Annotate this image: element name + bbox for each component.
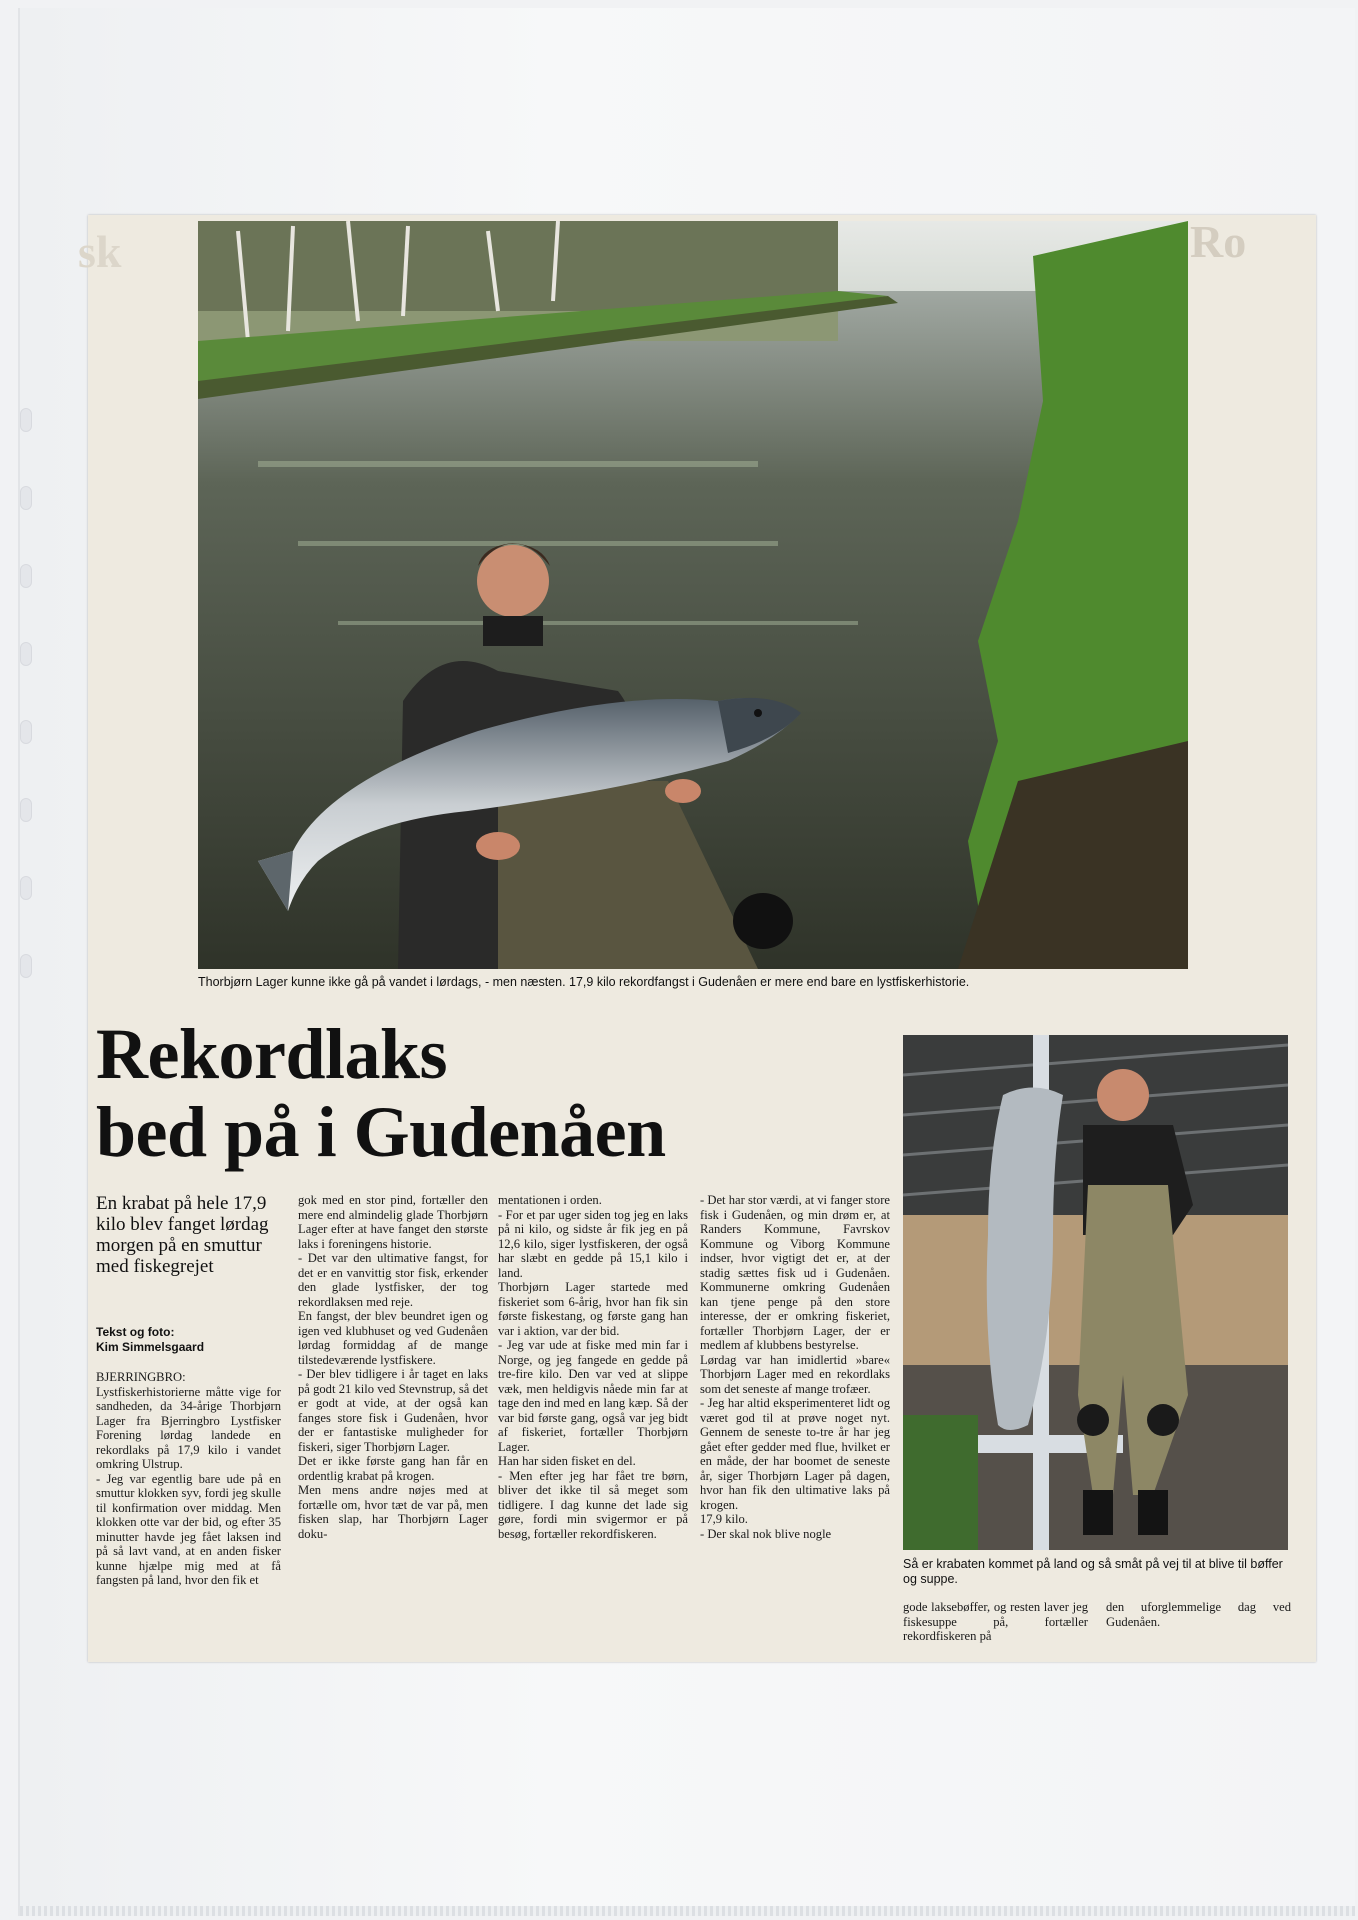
article-column-1: BJERRINGBRO: Lystfiskerhistorierne måtte vige for sandheden, da 34-årige Thorbjørn Lager fra Bjerringbro Lystfisker Forening lørdag landede en rekordlaks på 17,9 kilo i vandet omkring Ulstrup. - Jeg var egentlig bare ude på en smuttur klokken syv, fordi jeg skulle til konfirmation over middag. Men klokken otte var der bid, og efter 35 minutter havde jeg fået laksen ind på så lavt vand, at en anden fisker kunne hjælpe mig med at få fangsten på land, hvor den fik et <box>96 1370 281 1587</box>
article-column-5: gode laksebøffer, og resten laver jeg fiskesuppe på, fortæller rekordfiskeren på <box>903 1600 1088 1643</box>
byline-label: Tekst og foto: <box>96 1325 175 1339</box>
newspaper-clipping <box>78 215 1316 1662</box>
binder-holes <box>20 408 34 1032</box>
headline-line-1: Rekordlaks <box>96 1014 448 1094</box>
main-photo-caption: Thorbjørn Lager kunne ikke gå på vandet i lørdags, - men næsten. 17,9 kilo rekordfangst i Gudenåen er mere end bare en lystfiskerhistorie. <box>198 975 970 989</box>
bleed-through-decoration: sk <box>78 226 122 277</box>
article-column-3: mentationen i orden. - For et par uger siden tog jeg en laks på ni kilo, og sidste år fik jeg en på 12,6 kilo, siger lystfiskeren, der også har slæbt en gedde på 15,1 kilo i land. Thorbjørn Lager startede med fiskeriet som 6-årig, hvor han fik sin første fiskestang, og første gang han var i aktion, var der bid. - Jeg var ude at fiske med min far i Norge, og jeg fangede en gedde på tre-fire kilo. Den var ved at slippe væk, men heldigvis nåede min far at tage den ind med en lang kæp. Så der var bid første gang, også var jeg bidt af fiskeriet, fortæller Thorbjørn Lager. Han har siden fisket en del. - Men efter jeg har fået tre børn, bliver det ikke til så meget som tidligere. I dag kunne det lade sig gøre, fordi min svigermor er på besøg, fortæller rekordfiskeren. <box>498 1193 688 1541</box>
byline-author: Kim Simmelsgaard <box>96 1340 205 1354</box>
headline <box>96 1015 816 1171</box>
side-photo-caption: Så er krabaten kommet på land og så småt på vej til at blive til bøffer og suppe. <box>903 1557 1283 1586</box>
main-photo <box>198 221 1188 969</box>
headline-line-2: bed på i Gudenåen <box>96 1092 666 1172</box>
lead-text: En krabat på hele 17,9 kilo blev fanget lørdag morgen på en smuttur med fiskegrejet <box>96 1193 269 1277</box>
article-column-6: den uforglemmelige dag ved Gudenåen. <box>1106 1600 1291 1629</box>
side-photo <box>903 1035 1288 1550</box>
article-column-2: gok med en stor pind, fortæller den mere end almindelig glade Thorbjørn Lager efter at have fanget den største laks i foreningens historie. - Det var den ultimative fangst, for det er en vanvittig stor fisk, erkender den glade lystfisker, der tog rekordlaksen med reje. En fangst, der blev beundret igen og igen ved klubhuset og ved Gudenåen lørdag formiddag af de mange tilstedeværende lystfiskere. - Der blev tidligere i år taget en laks på godt 21 kilo ved Stevnstrup, så det er godt at vide, at der også kan fanges store fisk i Gudenåen, hvor der er fantastiske muligheder for fiskeri, siger Thorbjørn Lager. Det er ikke første gang han får en ordentlig krabat på krogen. Men mens andre nøjes med at fortælle om, hvor tæt de var på, men fisken slap, har Thorbjørn Lager doku- <box>298 1193 488 1541</box>
article-column-4: - Det har stor værdi, at vi fanger store fisk i Gudenåen, og min drøm er, at Randers Kommune, Favrskov Kommune og Viborg Kommune indser, hvor vigtigt det er, at der stadig sættes fisk ud i Gudenåen. Kommunerne omkring Gudenåen kan tjene penge på den store interesse, der er omkring fiskeriet, fortæller Thorbjørn Lager, der er medlem af klubbens bestyrelse. Lørdag var han imidlertid »bare« Thorbjørn Lager med en rekordlaks som det seneste af mange trofæer. - Jeg har altid eksperimenteret lidt og været god til at prøve noget nyt. Gennem de seneste to-tre år har jeg gået efter gedder med flue, hvilket er en måde, der har boomet de seneste år, siger Thorbjørn Lager på dagen, hvor han fik den ultimative laks på krogen. 17,9 kilo. - Der skal nok blive nogle <box>700 1193 890 1541</box>
bleed-through-decoration: Ro <box>1190 216 1247 267</box>
sleeve-edge <box>20 1906 1355 1916</box>
byline <box>96 1325 281 1355</box>
